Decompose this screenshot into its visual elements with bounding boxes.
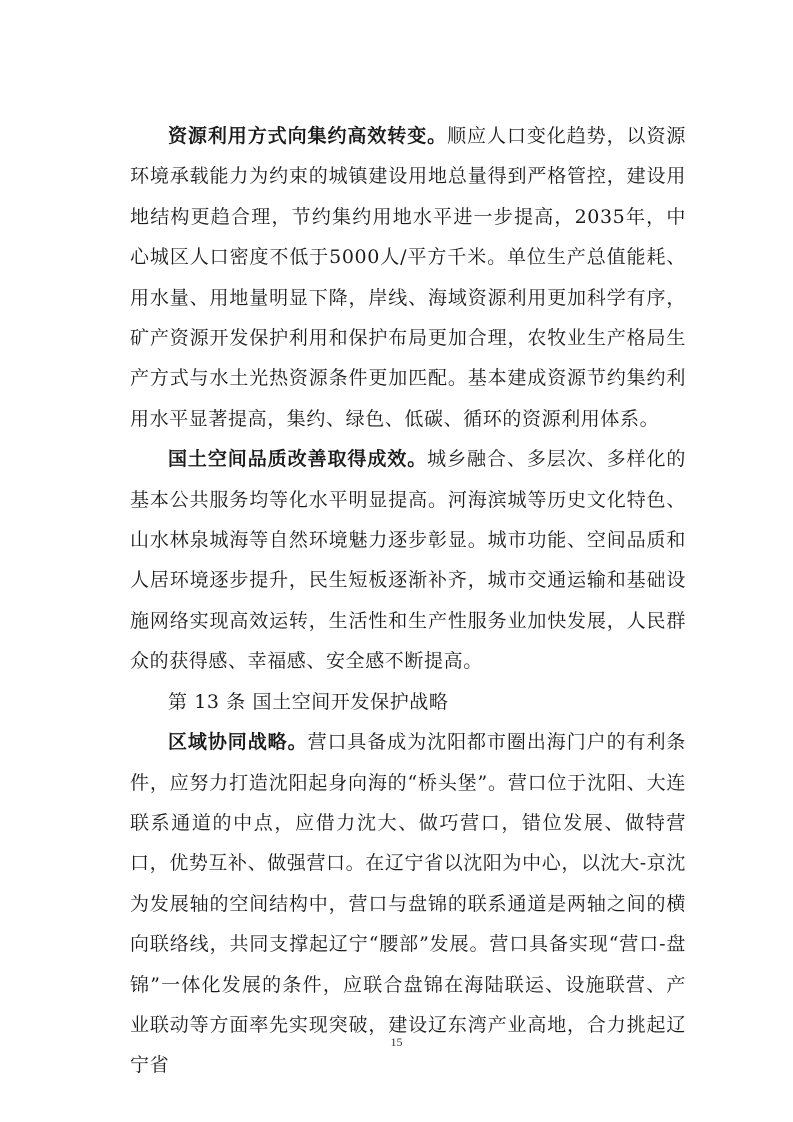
- document-body: [130, 116, 686, 1086]
- paragraph-resource-utilization: [130, 116, 686, 439]
- paragraph-regional-coordination: [130, 722, 686, 1086]
- article-heading: 第 13 条 国土空间开发保护战略: [168, 690, 449, 713]
- paragraph-text: 营口具备成为沈阳都市圈出海门户的有利条件，应努力打造沈阳起身向海的“桥头堡”。营口位于沈阳、大连联系通道的中点，应借力沈大、做巧营口，错位发展、做特营口，优势互补、做强营口。在辽宁省以沈阳为中心，以沈大-京沈为发展轴的空间结构中，营口与盘锦的联系通道是两轴之间的横向联络线，共同支撑起辽宁“腰部”发展。营口具备实现“营口-盘锦”一体化发展的条件，应联合盘锦在海陆联运、设施联营、产业联动等方面率先实现突破，建设辽东湾产业高地，合力挑起辽宁省: [130, 731, 687, 1077]
- page-number: 15: [390, 1035, 403, 1049]
- paragraph-text: 城乡融合、多层次、多样化的基本公共服务均等化水平明显提高。河海滨城等历史文化特色、山水林泉城海等自然环境魅力逐步彰显。城市功能、空间品质和人居环境逐步提升，民生短板逐渐补齐，城市交通运输和基础设施网络实现高效运转，生活性和生产性服务业加快发展，人民群众的获得感、幸福感、安全感不断提高。: [130, 448, 686, 673]
- paragraph-lead: 区域协同战略。: [168, 731, 308, 754]
- paragraph-lead: 国土空间品质改善取得成效。: [168, 448, 428, 471]
- paragraph-spatial-quality: [130, 439, 686, 681]
- paragraph-text: 顺应人口变化趋势，以资源环境承载能力为约束的城镇建设用地总量得到严格管控，建设用地结构更趋合理，节约集约用地水平进一步提高，2035年，中心城区人口密度不低于5000人/平方千米。单位生产总值能耗、用水量、用地量明显下降，岸线、海域资源利用更加科学有序，矿产资源开发保护利用和保护布局更加合理，农牧业生产格局生产方式与水土光热资源条件更加匹配。基本建成资源节约集约利用水平显著提高，集约、绿色、低碳、循环的资源利用体系。: [130, 125, 687, 430]
- paragraph-lead: 资源利用方式向集约高效转变。: [168, 125, 448, 147]
